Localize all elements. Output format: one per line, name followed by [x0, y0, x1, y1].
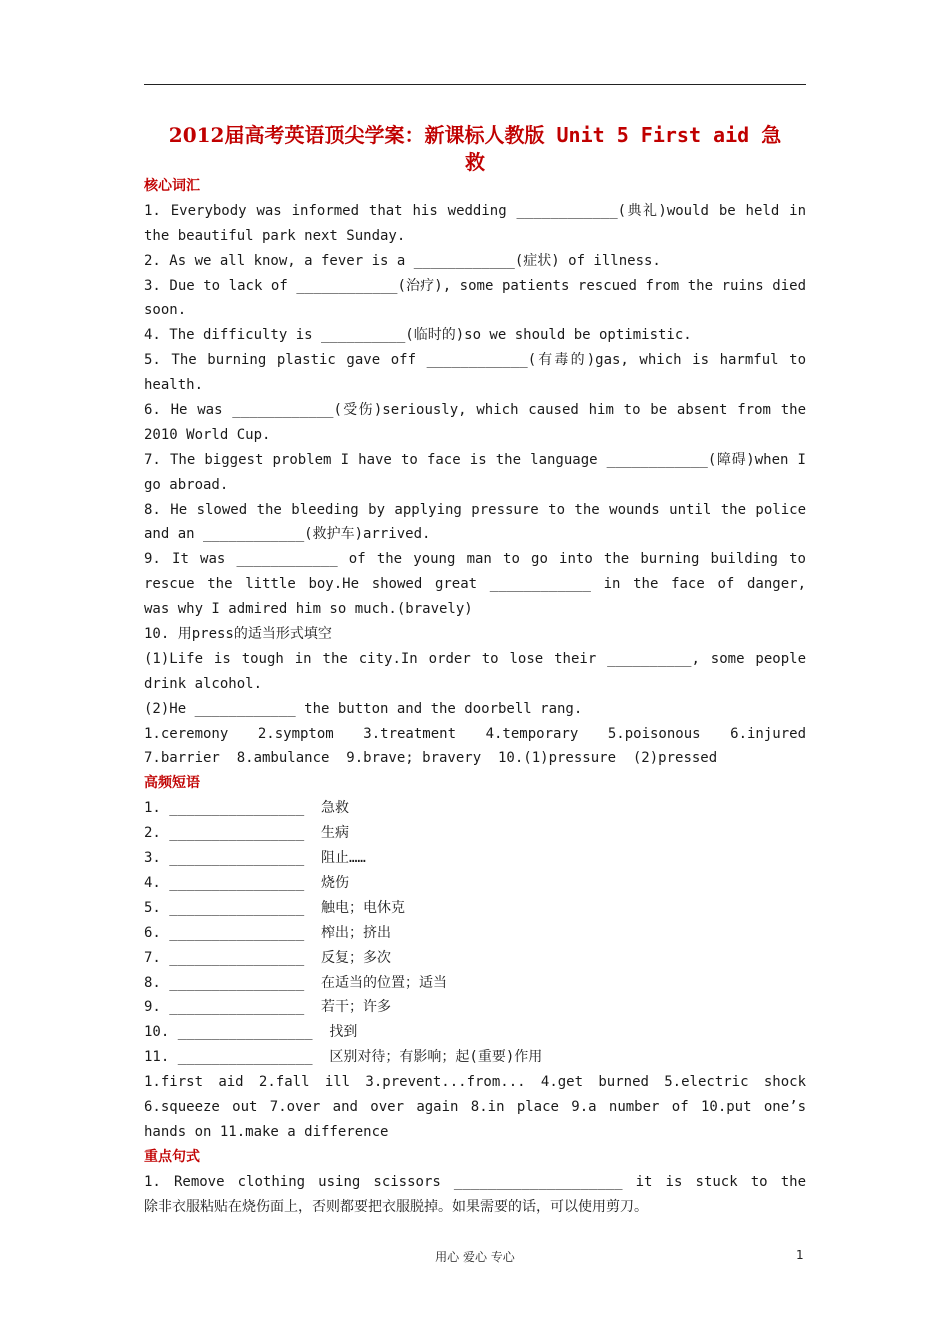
text-line: 3. ________________ 阻止……	[144, 850, 366, 867]
footer-motto: 用心 爱心 专心	[435, 1250, 515, 1264]
text-line: 2. ________________ 生病	[144, 825, 350, 842]
text-line: 6. He was ____________(受伤)seriously, which caused him to be absent from the	[144, 402, 806, 419]
text-line: 10. 用press的适当形式填空	[144, 626, 332, 643]
text-line: 除非衣服粘贴在烧伤面上，否则都要把衣服脱掉。如果需要的话，可以使用剪刀。	[144, 1198, 648, 1215]
text-line: 7.barrier 8.ambulance 9.brave; bravery 10.(1)pressure (2)pressed	[144, 750, 718, 767]
section-heading-phrases: 高频短语	[144, 775, 200, 792]
text-line: 8. ________________ 在适当的位置；适当	[144, 974, 448, 991]
text-line: 1. Everybody was informed that his wedding ____________(典礼)would be held in	[144, 202, 806, 219]
text-line: the beautiful park next Sunday.	[144, 227, 406, 244]
text-line: 11. ________________ 区别对待；有影响；起(重要)作用	[144, 1049, 543, 1066]
text-line: 1.ceremony 2.symptom 3.treatment 4.temporary 5.poisonous 6.injured	[144, 725, 806, 742]
text-line: 2. As we all know, a fever is a ____________(症状) of illness.	[144, 252, 661, 269]
text-line: 4. The difficulty is __________(临时的)so we should be optimistic.	[144, 327, 692, 344]
text-line: 10. ________________ 找到	[144, 1024, 358, 1041]
section-heading-sentences: 重点句式	[144, 1148, 200, 1165]
text-line: rescue the little boy.He showed great ____________ in the face of danger,	[144, 576, 806, 593]
vocab-exercises	[144, 199, 806, 771]
title-line2: 救	[465, 150, 485, 174]
text-line: (2)He ____________ the button and the doorbell rang.	[144, 700, 583, 717]
text-line: 9. It was ____________ of the young man to go into the burning building to	[144, 551, 806, 568]
text-line: 7. ________________ 反复；多次	[144, 949, 392, 966]
text-line: 6.squeeze out 7.over and over again 8.in place 9.a number of 10.put one’s	[144, 1098, 806, 1115]
title-text: 2012届高考英语顶尖学案：新课标人教版	[168, 123, 545, 147]
text-line: was why I admired him so much.(bravely)	[144, 601, 473, 618]
text-line: health.	[144, 377, 204, 394]
text-line: 1. ________________ 急救	[144, 800, 350, 817]
text-line: and an ____________(救护车)arrived.	[144, 526, 431, 543]
text-line: 2010 World Cup.	[144, 426, 271, 443]
phrase-exercises	[144, 796, 806, 1144]
header-rule	[144, 84, 806, 85]
text-line: (1)Life is tough in the city.In order to lose their __________, some people	[144, 650, 806, 667]
page-number: 1	[796, 1248, 804, 1262]
document-body	[144, 174, 806, 1219]
section-heading-vocab: 核心词汇	[144, 178, 200, 194]
text-line: drink alcohol.	[144, 675, 263, 692]
text-line: 7. The biggest problem I have to face is the language ____________(障碍)when I	[144, 451, 806, 468]
text-line: 3. Due to lack of ____________(治疗), some patients rescued from the ruins died	[144, 277, 806, 294]
text-line: soon.	[144, 302, 187, 319]
text-line: 8. He slowed the bleeding by applying pressure to the wounds until the police	[144, 501, 806, 518]
text-line: 1.first aid 2.fall ill 3.prevent...from... 4.get burned 5.electric shock	[144, 1074, 806, 1091]
text-line: 9. ________________ 若干；许多	[144, 999, 392, 1016]
document-title	[144, 122, 806, 176]
text-line: 1. Remove clothing using scissors ____________________ it is stuck to the	[144, 1173, 806, 1190]
text-line: 5. The burning plastic gave off ____________(有毒的)gas, which is harmful to	[144, 352, 806, 369]
sentence-exercises	[144, 1170, 806, 1220]
text-line: go abroad.	[144, 476, 229, 493]
text-line: 4. ________________ 烧伤	[144, 874, 350, 891]
text-line: 6. ________________ 榨出；挤出	[144, 924, 392, 941]
title-latin: Unit 5 First aid 急	[544, 123, 782, 147]
text-line: hands on 11.make a difference	[144, 1123, 389, 1140]
text-line: 5. ________________ 触电；电休克	[144, 899, 406, 916]
